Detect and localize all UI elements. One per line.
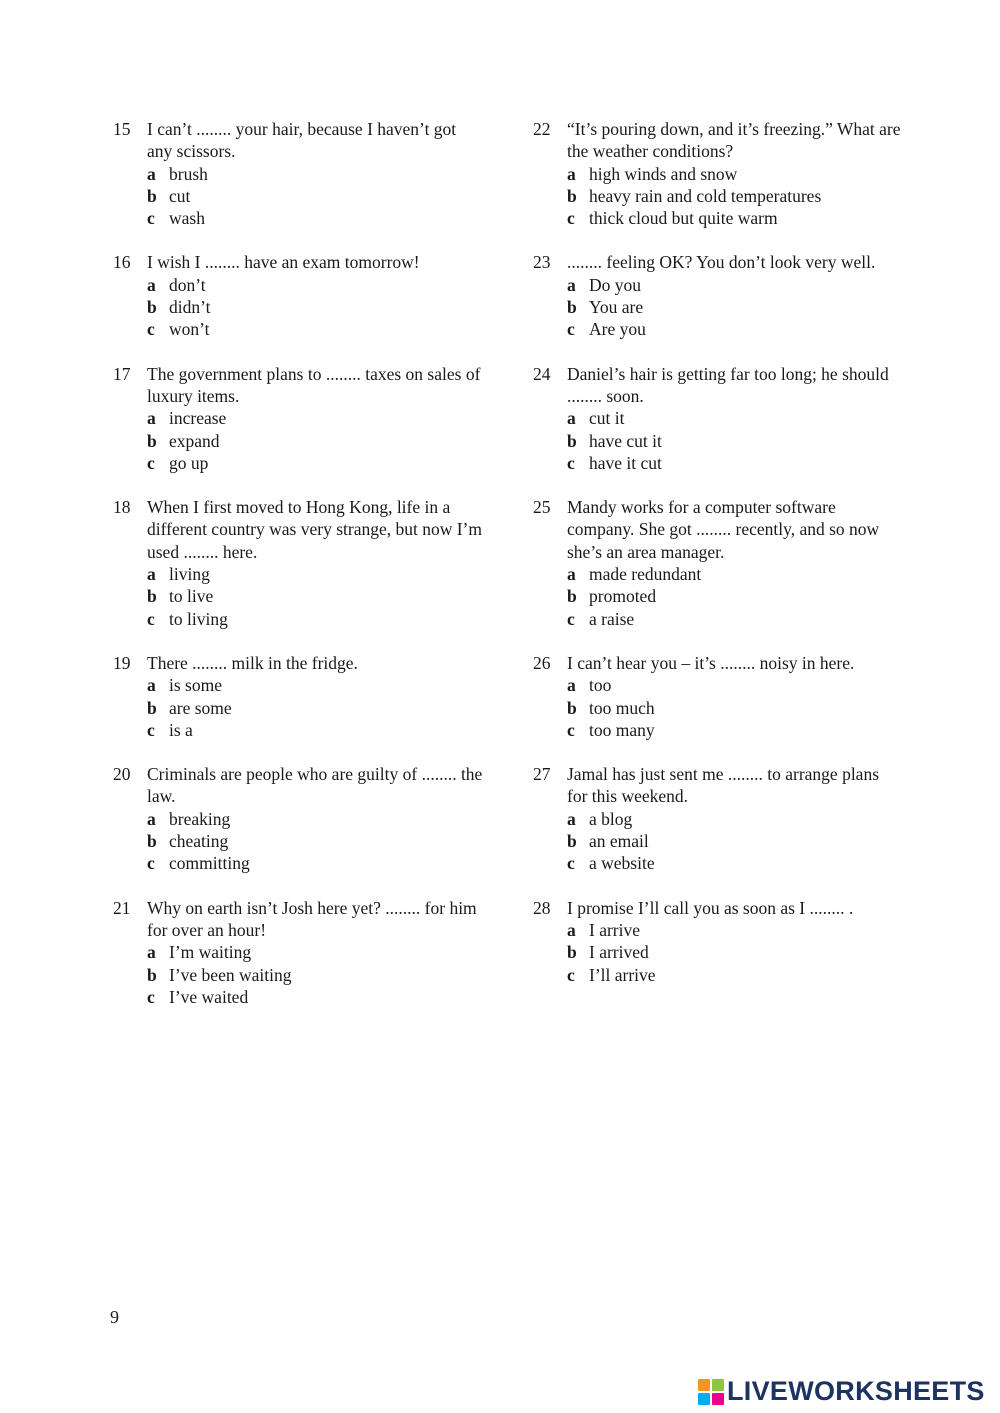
option-text: expand [169,430,220,451]
option-letter: a [567,564,576,585]
option-letter: a [147,942,156,963]
option-letter: a [567,274,576,295]
answer-options [147,808,483,875]
answer-option-b[interactable] [147,430,483,452]
option-text: cheating [169,831,229,852]
question-24 [533,363,903,474]
answer-option-c[interactable] [567,207,903,229]
question-text: I can’t hear you – it’s ........ noisy in here. [567,652,855,673]
answer-options [567,919,903,986]
answer-options [147,674,483,741]
option-letter: b [567,831,577,852]
question-25 [533,496,903,630]
option-letter: b [147,831,157,852]
answer-options [567,808,903,875]
option-letter: b [567,586,577,607]
option-text: a blog [589,808,633,829]
option-letter: a [567,808,576,829]
option-letter: a [147,808,156,829]
question-number: 15 [113,119,131,139]
question-number: 18 [113,497,131,518]
option-text: Do you [589,274,642,295]
question-text: The government plans to ........ taxes on sales of luxury items. [147,363,481,406]
option-text: cut [169,185,191,206]
answer-option-b[interactable] [147,830,483,852]
option-text: a raise [589,608,635,629]
answer-options [567,274,903,341]
answer-options [147,941,483,1008]
answer-option-b[interactable] [147,585,483,607]
option-text: is some [169,675,222,696]
question-row [113,118,483,163]
question-text: Mandy works for a computer software company. She got ........ recently, and so now she’s an area manager. [567,497,880,562]
question-number: 21 [113,897,131,918]
answer-option-b[interactable] [567,585,903,607]
logo-text: LIVEWORKSHEETS [727,1376,985,1406]
option-text: a website [589,853,655,874]
option-text: is a [169,719,193,740]
question-text: Jamal has just sent me ........ to arrange plans for this weekend. [567,764,880,807]
question-text: I wish I ........ have an exam tomorrow! [147,252,420,273]
question-row [533,897,903,919]
option-text: wash [169,208,205,229]
option-letter: b [567,185,577,206]
option-text: high winds and snow [589,163,738,184]
option-letter: b [147,430,157,451]
option-text: too many [589,719,655,740]
option-text: committing [169,853,250,874]
answer-options [567,407,903,474]
answer-option-c[interactable] [567,608,903,630]
answer-option-a[interactable] [147,808,483,830]
option-text: cut it [589,408,625,429]
question-row [533,251,903,273]
option-letter: c [147,608,155,629]
option-text: have it cut [589,452,662,473]
question-row [113,897,483,942]
option-text: to live [169,586,214,607]
option-letter: a [147,274,156,295]
question-row [113,251,483,273]
option-letter: c [147,986,155,1007]
option-letter: a [567,408,576,429]
answer-option-c[interactable] [567,964,903,986]
question-number: 25 [533,497,551,518]
question-18 [113,496,483,630]
question-row [533,763,903,808]
option-text: brush [169,163,208,184]
logo-square-4 [712,1393,724,1405]
answer-option-c[interactable] [567,852,903,874]
option-letter: a [147,675,156,696]
question-text: There ........ milk in the fridge. [147,652,358,673]
question-number: 23 [533,252,551,273]
question-row [533,652,903,674]
option-letter: a [147,564,156,585]
option-text: heavy rain and cold temperatures [589,185,822,206]
option-letter: a [147,163,156,184]
option-letter: a [567,919,576,940]
answer-options [567,674,903,741]
option-text: living [169,564,210,585]
question-17 [113,363,483,474]
option-text: thick cloud but quite warm [589,208,778,229]
option-letter: c [147,452,155,473]
option-letter: c [147,319,155,340]
option-text: made redundant [589,564,702,585]
question-number: 20 [113,764,131,785]
option-letter: c [567,208,575,229]
option-letter: a [567,163,576,184]
option-letter: b [147,297,157,318]
question-number: 26 [533,652,551,673]
answer-option-a[interactable] [567,919,903,941]
answer-option-a[interactable] [567,274,903,296]
logo-mark-icon [698,1379,724,1405]
answer-option-c[interactable] [147,318,483,340]
option-letter: b [567,942,577,963]
option-letter: b [147,964,157,985]
question-number: 22 [533,119,551,139]
question-row [533,363,903,408]
answer-option-b[interactable] [147,697,483,719]
option-text: an email [589,831,649,852]
answer-option-a[interactable] [147,407,483,429]
question-number: 16 [113,252,131,273]
question-row [113,496,483,563]
option-letter: c [147,853,155,874]
option-text: Are you [589,319,646,340]
answer-option-c[interactable] [567,452,903,474]
answer-option-a[interactable] [567,808,903,830]
logo-square-3 [698,1393,710,1405]
option-letter: a [147,408,156,429]
question-26 [533,652,903,741]
answer-option-b[interactable] [567,296,903,318]
question-text: Why on earth isn’t Josh here yet? ........ for him for over an hour! [147,897,477,940]
option-text: have cut it [589,430,662,451]
question-21 [113,897,483,1008]
answer-option-a[interactable] [567,163,903,185]
answer-options [147,163,483,230]
question-text: I can’t ........ your hair, because I haven’t got any scissors. [147,119,457,162]
question-number: 28 [533,897,551,918]
question-text: I promise I’ll call you as soon as I ........ . [567,897,854,918]
option-letter: b [147,185,157,206]
answer-options [147,407,483,474]
option-letter: c [567,452,575,473]
question-row [533,118,903,163]
option-text: to living [169,608,228,629]
option-letter: b [147,697,157,718]
answer-option-a[interactable] [147,163,483,185]
question-row [113,652,483,674]
option-text: too much [589,697,655,718]
answer-option-a[interactable] [567,674,903,696]
answer-option-a[interactable] [567,563,903,585]
answer-option-a[interactable] [567,407,903,429]
option-text: I’ve waited [169,986,249,1007]
answer-option-a[interactable] [147,941,483,963]
answer-options [567,563,903,630]
option-text: are some [169,697,232,718]
option-text: I’ll arrive [589,964,656,985]
answer-option-b[interactable] [567,697,903,719]
option-text: promoted [589,586,657,607]
option-letter: b [567,297,577,318]
question-number: 19 [113,652,131,673]
option-letter: c [147,719,155,740]
option-text: increase [169,408,227,429]
option-letter: a [567,675,576,696]
option-text: won’t [169,319,210,340]
option-text: I’m waiting [169,942,252,963]
option-letter: c [567,608,575,629]
option-text: don’t [169,274,206,295]
answer-option-c[interactable] [147,608,483,630]
option-text: You are [589,297,644,318]
question-number: 24 [533,363,551,384]
answer-option-c[interactable] [147,719,483,741]
question-19 [113,652,483,741]
answer-option-b[interactable] [147,296,483,318]
answer-option-a[interactable] [147,674,483,696]
question-row [113,363,483,408]
answer-options [147,563,483,630]
option-letter: c [567,964,575,985]
question-row [113,763,483,808]
option-text: go up [169,452,209,473]
left-column [113,118,483,1030]
answer-option-b[interactable] [567,830,903,852]
question-20 [113,763,483,874]
option-letter: c [147,208,155,229]
question-text: Criminals are people who are guilty of ........ the law. [147,764,483,807]
option-letter: c [567,319,575,340]
question-text: “It’s pouring down, and it’s freezing.” What are the weather conditions? [567,119,901,162]
option-text: I arrive [589,919,641,940]
answer-options [567,163,903,230]
option-text: too [589,675,612,696]
answer-option-c[interactable] [567,719,903,741]
option-letter: c [567,719,575,740]
question-text: When I first moved to Hong Kong, life in a different country was very strange, but now I’m used ........ here. [147,497,482,562]
option-letter: b [567,697,577,718]
right-column [533,118,903,1008]
option-text: I’ve been waiting [169,964,292,985]
logo-square-1 [698,1379,710,1391]
answer-option-b[interactable] [147,964,483,986]
answer-option-c[interactable] [147,452,483,474]
answer-option-a[interactable] [147,274,483,296]
question-text: ........ feeling OK? You don’t look very well. [567,252,876,273]
question-22 [533,118,903,229]
answer-option-b[interactable] [567,185,903,207]
option-letter: b [147,586,157,607]
question-number: 17 [113,363,131,384]
question-27 [533,763,903,874]
answer-option-c[interactable] [147,207,483,229]
answer-option-c[interactable] [147,852,483,874]
question-text: Daniel’s hair is getting far too long; he should ........ soon. [567,363,889,406]
liveworksheets-logo [698,1376,985,1407]
question-23 [533,251,903,340]
question-row [533,496,903,563]
option-text: I arrived [589,942,649,963]
answer-options [147,274,483,341]
question-16 [113,251,483,340]
answer-option-c[interactable] [147,986,483,1008]
option-letter: c [567,853,575,874]
question-15 [113,118,483,229]
page-number: 9 [110,1307,119,1327]
question-28 [533,897,903,986]
logo-square-2 [712,1379,724,1391]
option-letter: b [567,430,577,451]
option-text: breaking [169,808,231,829]
answer-option-c[interactable] [567,318,903,340]
answer-option-b[interactable] [147,185,483,207]
answer-option-b[interactable] [567,941,903,963]
answer-option-a[interactable] [147,563,483,585]
question-number: 27 [533,764,551,785]
option-text: didn’t [169,297,211,318]
answer-option-b[interactable] [567,430,903,452]
